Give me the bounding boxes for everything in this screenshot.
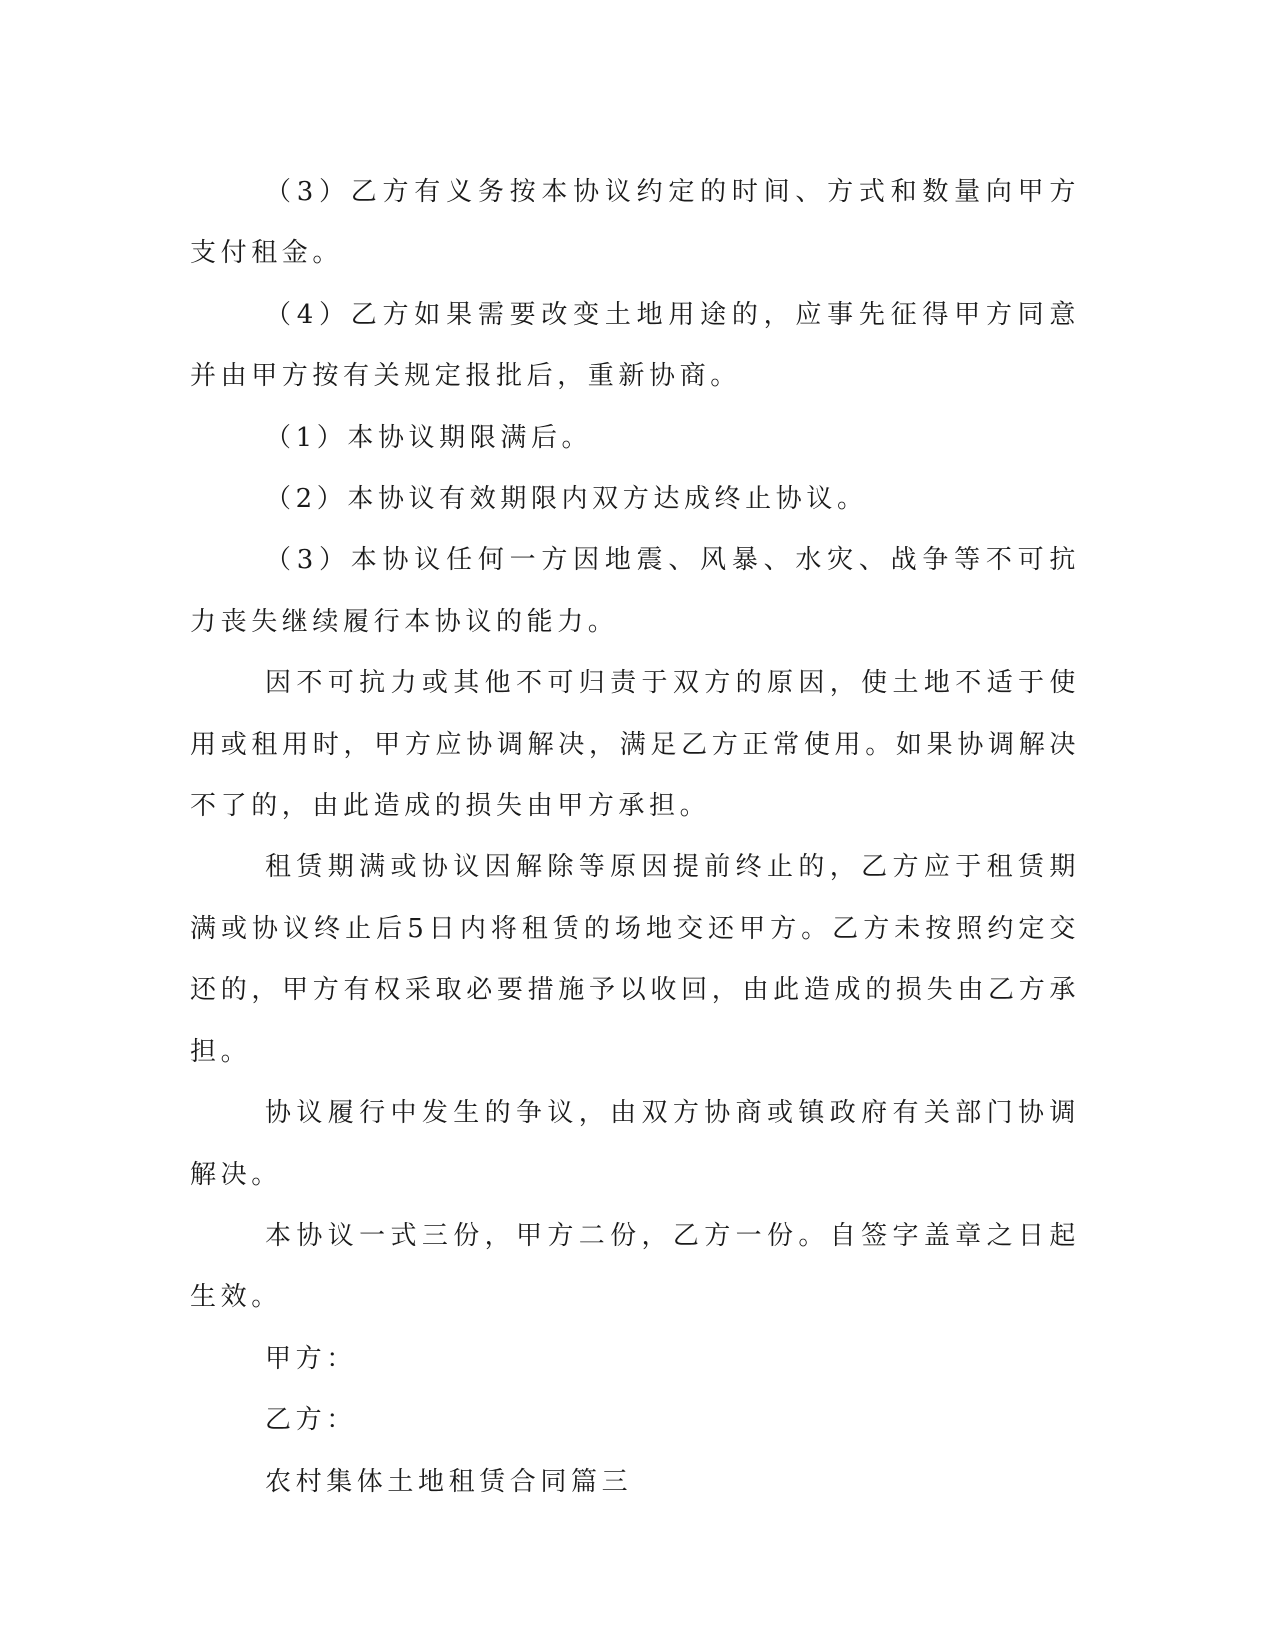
paragraph-term-expiry: （1）本协议期限满后。 [265, 422, 593, 453]
paragraph-force-majeure: （3）本协议任何一方因地震、风暴、水灾、战争等不可抗力丧失继续履行本协议的能力。 [190, 545, 1080, 637]
paragraph-copies-effective: 本协议一式三份，甲方二份，乙方一份。自签字盖章之日起生效。 [190, 1220, 1080, 1313]
paragraph-mutual-termination: （2）本协议有效期限内双方达成终止协议。 [265, 484, 868, 515]
paragraph-obligation-rent: （3）乙方有义务按本协议约定的时间、方式和数量向甲方支付租金。 [190, 177, 1080, 269]
document-body [190, 162, 1080, 1513]
paragraph-dispute-resolution: 协议履行中发生的争议，由双方协商或镇政府有关部门协调解决。 [190, 1098, 1080, 1190]
section-heading: 农村集体土地租赁合同篇三 [265, 1466, 633, 1497]
paragraph-land-use-change: （4）乙方如果需要改变土地用途的，应事先征得甲方同意并由甲方按有关规定报批后，重新协商。 [190, 299, 1080, 392]
party-a-signature-line: 甲方： [265, 1343, 357, 1374]
paragraph-unsuitable-land: 因不可抗力或其他不可归责于双方的原因，使土地不适于使用或租用时，甲方应协调解决，满足乙方正常使用。如果协调解决不了的，由此造成的损失由甲方承担。 [190, 668, 1080, 822]
paragraph-return-of-site: 租赁期满或协议因解除等原因提前终止的，乙方应于租赁期满或协议终止后5日内将租赁的场地交还甲方。乙方未按照约定交还的，甲方有权采取必要措施予以收回，由此造成的损失由乙方承担。 [190, 852, 1080, 1067]
party-b-signature-line: 乙方： [265, 1405, 357, 1436]
